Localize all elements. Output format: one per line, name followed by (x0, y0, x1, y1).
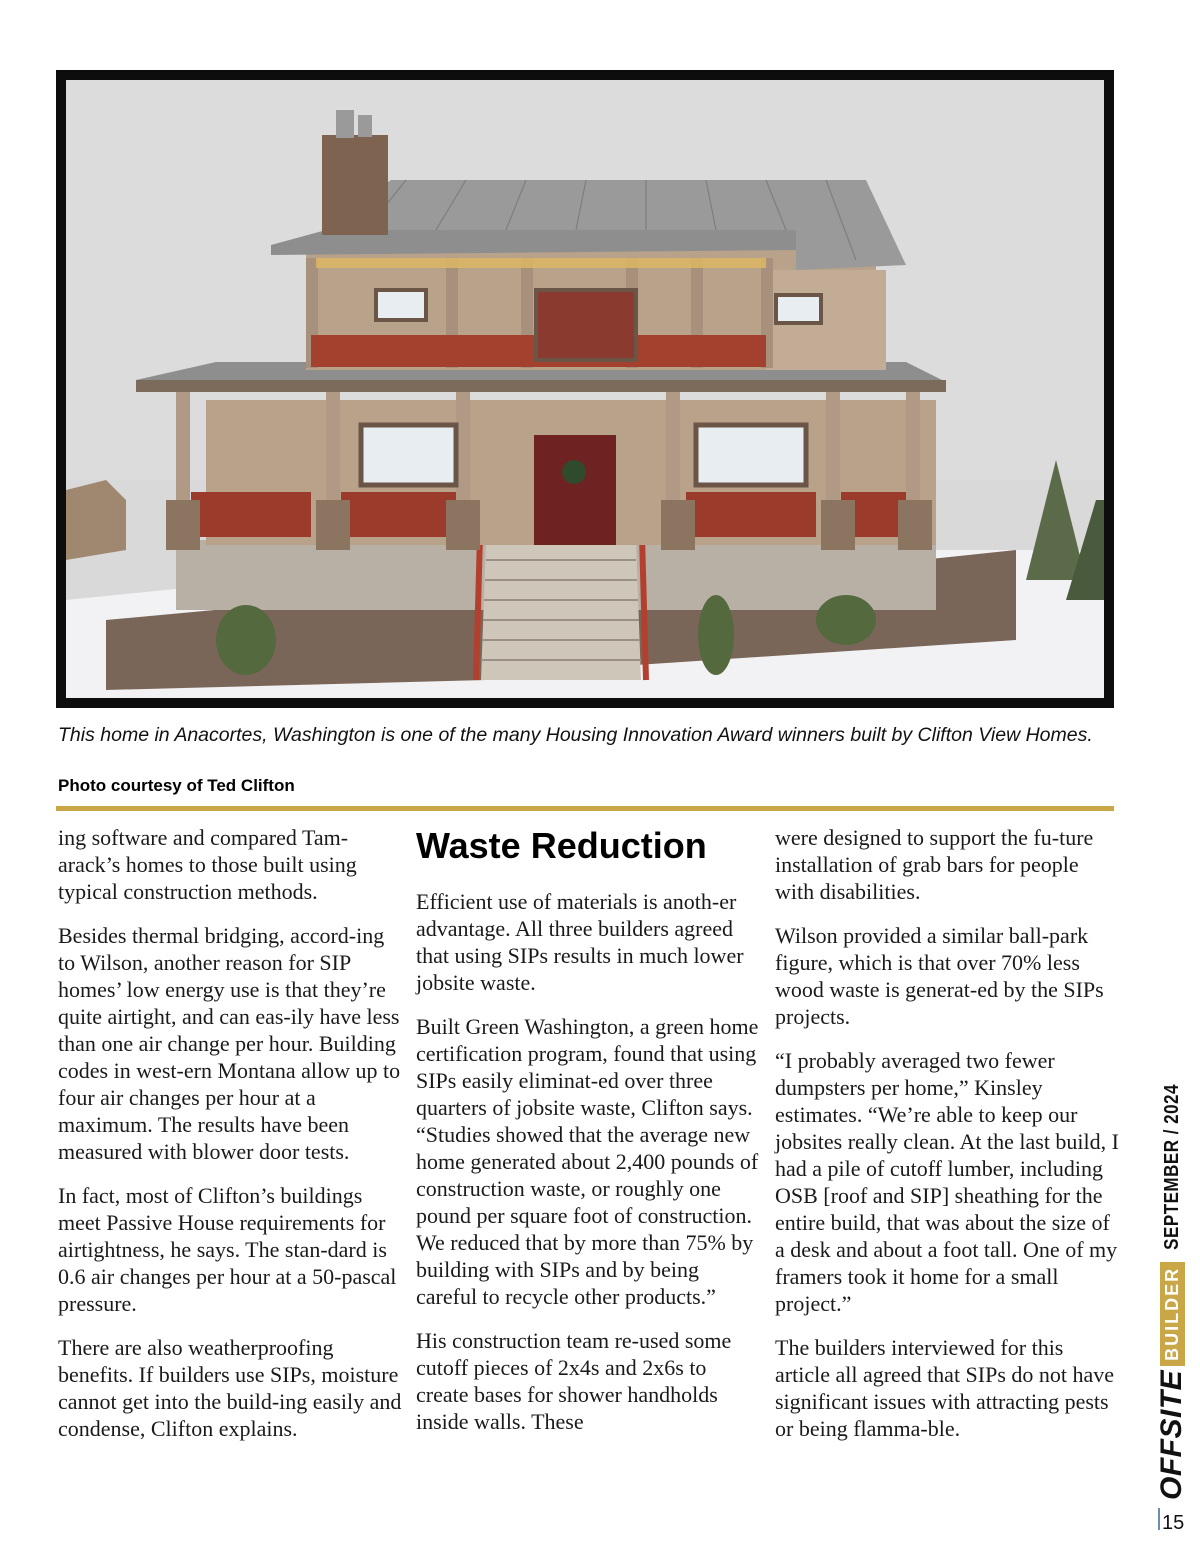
article-column-1 (58, 824, 403, 1459)
house-photo (66, 80, 1104, 698)
photo-caption: This home in Anacortes, Washington is one of the many Housing Innovation Award winners built by Clifton View Homes. (58, 724, 1093, 746)
page-number: 15 (1162, 1512, 1185, 1534)
paragraph: Wilson provided a similar ball-park figure, which is that over 70% less wood waste is generat-ed by the SIPs projects. (775, 923, 1104, 1029)
paragraph: “I probably averaged two fewer dumpsters per home,” Kinsley estimates. “We’re able to keep our jobsites really clean. At the last build, I had a pile of cutoff lumber, including OSB [roof and SIP] sheathing for the entire build, that was about the size of a desk and about a foot tall. One of my framers took it home for a small project.” (775, 1048, 1119, 1316)
page-number-divider (1158, 1508, 1160, 1530)
paragraph: In fact, most of Clifton’s buildings meet Passive House requirements for airtightness, he says. The stan-dard is 0.6 air changes per hour at a 50-pascal pressure. (58, 1183, 397, 1316)
paragraph: Besides thermal bridging, accord-ing to Wilson, another reason for SIP homes’ low energy use is that they’re quite airtight, and can eas-ily have less than one air change per hour. Building codes in west-ern Montana allow up to four air changes per hour at a maximum. The results have been measured with blower door tests. (58, 923, 401, 1164)
paragraph: were designed to support the fu-ture installation of grab bars for people with disabilities. (775, 825, 1094, 904)
photo-credit: Photo courtesy of Ted Clifton (58, 776, 295, 795)
feature-photo-frame (56, 70, 1114, 708)
paragraph: Efficient use of materials is anoth-er advantage. All three builders agreed that using SIPs results in much lower jobsite waste. (416, 889, 744, 995)
paragraph: Built Green Washington, a green home certification program, found that using SIPs easily eliminat-ed over three quarters of jobsite waste, Clifton says. “Studies showed that the average new home generated about 2,400 pounds of construction waste, or roughly one pound per square foot of construction. We reduced that by more than 75% by building with SIPs and by being careful to recycle other products.” (416, 1014, 759, 1309)
brand-offsite: OFFSITE (1155, 1369, 1188, 1500)
paragraph: There are also weatherproofing benefits. If builders use SIPs, moisture cannot get into the build-ing easily and condense, Clifton explains. (58, 1335, 402, 1441)
gold-divider (56, 806, 1114, 811)
magazine-sidebar (1152, 1084, 1192, 1500)
article-column-2 (416, 824, 761, 1452)
paragraph: His construction team re-used some cutoff pieces of 2x4s and 2x6s to create bases for shower handholds inside walls. These (416, 1328, 732, 1434)
article-column-3 (775, 824, 1120, 1459)
paragraph: ing software and compared Tam-arack’s homes to those built using typical construction methods. (58, 825, 357, 904)
issue-date: SEPTEMBER / 2024 (1160, 1084, 1183, 1250)
section-heading: Waste Reduction (416, 825, 707, 866)
brand-builder: BUILDER (1160, 1262, 1185, 1366)
paragraph: The builders interviewed for this article all agreed that SIPs do not have significant issues with attracting pests or being flamma-ble. (775, 1335, 1115, 1441)
